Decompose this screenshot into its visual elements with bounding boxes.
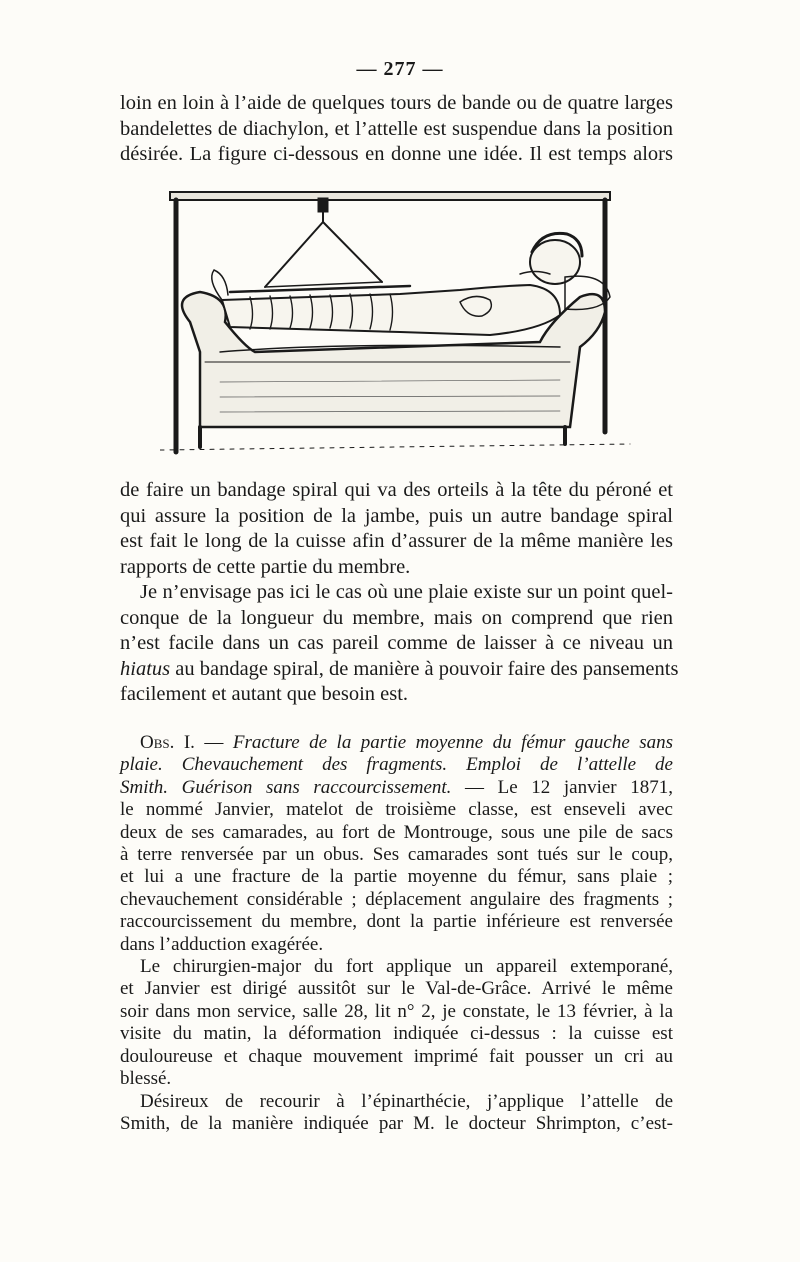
hiatus-rest: au bandage spiral, de manière à pouvoir faire des pansements [170,657,679,680]
paragraph-hiatus [120,580,679,708]
text-line: Le chirurgien-major du fort applique un appareil extemporané, [140,956,673,978]
paragraph-bandage [120,478,673,580]
obs-dash: — [194,732,233,753]
text-line [120,657,679,683]
hiatus-word: hiatus [120,657,171,680]
text-line: deux de ses camarades, au fort de Montrouge, sous une pile de sacs [120,821,673,843]
obs-date: — Le 12 janvier 1871, [451,776,673,798]
obs-title-line [120,754,673,776]
obs-title: plaie. Chevauchement des fragments. Emploi de l’attelle de [120,754,673,776]
text-line: chevauchement considérable ; déplacement angulaire des fragments ; [120,888,673,910]
text-line: et Janvier est dirigé aussitôt sur le Val-de-Grâce. Arrivé le même [120,978,673,1000]
observation-one [120,732,673,1135]
text-line: désirée. La figure ci-dessous en donne une idée. Il est temps alors [120,143,673,166]
obs-title: Smith. Guérison sans raccourcissement. [120,776,452,798]
text-line: douloureuse et chaque mouvement imprimé fait pousser un cri au [120,1045,673,1067]
text-line: bandelettes de diachylon, et l’attelle est suspendue dans la position [120,117,673,140]
text-line: dans l’adduction exagérée. [120,933,324,955]
text-line: Smith, de la manière indiquée par M. le docteur Shrimpton, c’est- [120,1112,673,1134]
text-line: le nommé Janvier, matelot de troisième classe, est enseveli avec [120,799,673,821]
patient-in-suspended-splint-illustration [160,182,640,467]
paragraph-intro [120,91,673,168]
page-number: — 277 — [356,58,444,80]
splint-figure [160,182,640,467]
text-line: soir dans mon service, salle 28, lit n° 2, je constate, le 13 février, à la [120,1000,673,1022]
obs-title-line [120,777,673,799]
text-line: est fait le long de la cuisse afin d’assurer de la même manière les [120,530,673,553]
obs-label: Obs. I. [140,732,195,753]
text-line: et lui a une fracture de la partie moyenne du fémur, sans plaie ; [120,866,673,888]
text-line: raccourcissement du membre, dont la partie inférieure est renversée [120,911,673,933]
text-line: Désireux de recourir à l’épinarthécie, j’applique l’attelle de [140,1090,673,1112]
text-line: loin en loin à l’aide de quelques tours de bande ou de quatre larges [120,92,673,114]
text-line: à terre renversée par un obus. Ses camarades sont tués sur le coup, [120,844,673,866]
text-line: facilement et autant que besoin est. [120,683,409,706]
text-line: Je n’envisage pas ici le cas où une plaie existe sur un point quel- [140,581,673,603]
text-line: de faire un bandage spiral qui va des orteils à la tête du péroné et [120,479,673,501]
text-line: conque de la longueur du membre, mais on comprend que rien [120,606,673,629]
text-line: visite du matin, la déformation indiquée ci-dessus : la cuisse est [120,1023,673,1045]
text-line: rapports de cette partie du membre. [120,555,411,578]
obs-title-line [120,732,673,754]
text-line: blessé. [120,1068,172,1090]
obs-title: Fracture de la partie moyenne du fémur gauche sans [232,732,674,753]
text-line: qui assure la position de la jambe, puis un autre bandage spiral [120,504,673,527]
text-line: n’est facile dans un cas pareil comme de laisser à ce niveau un [120,632,673,655]
